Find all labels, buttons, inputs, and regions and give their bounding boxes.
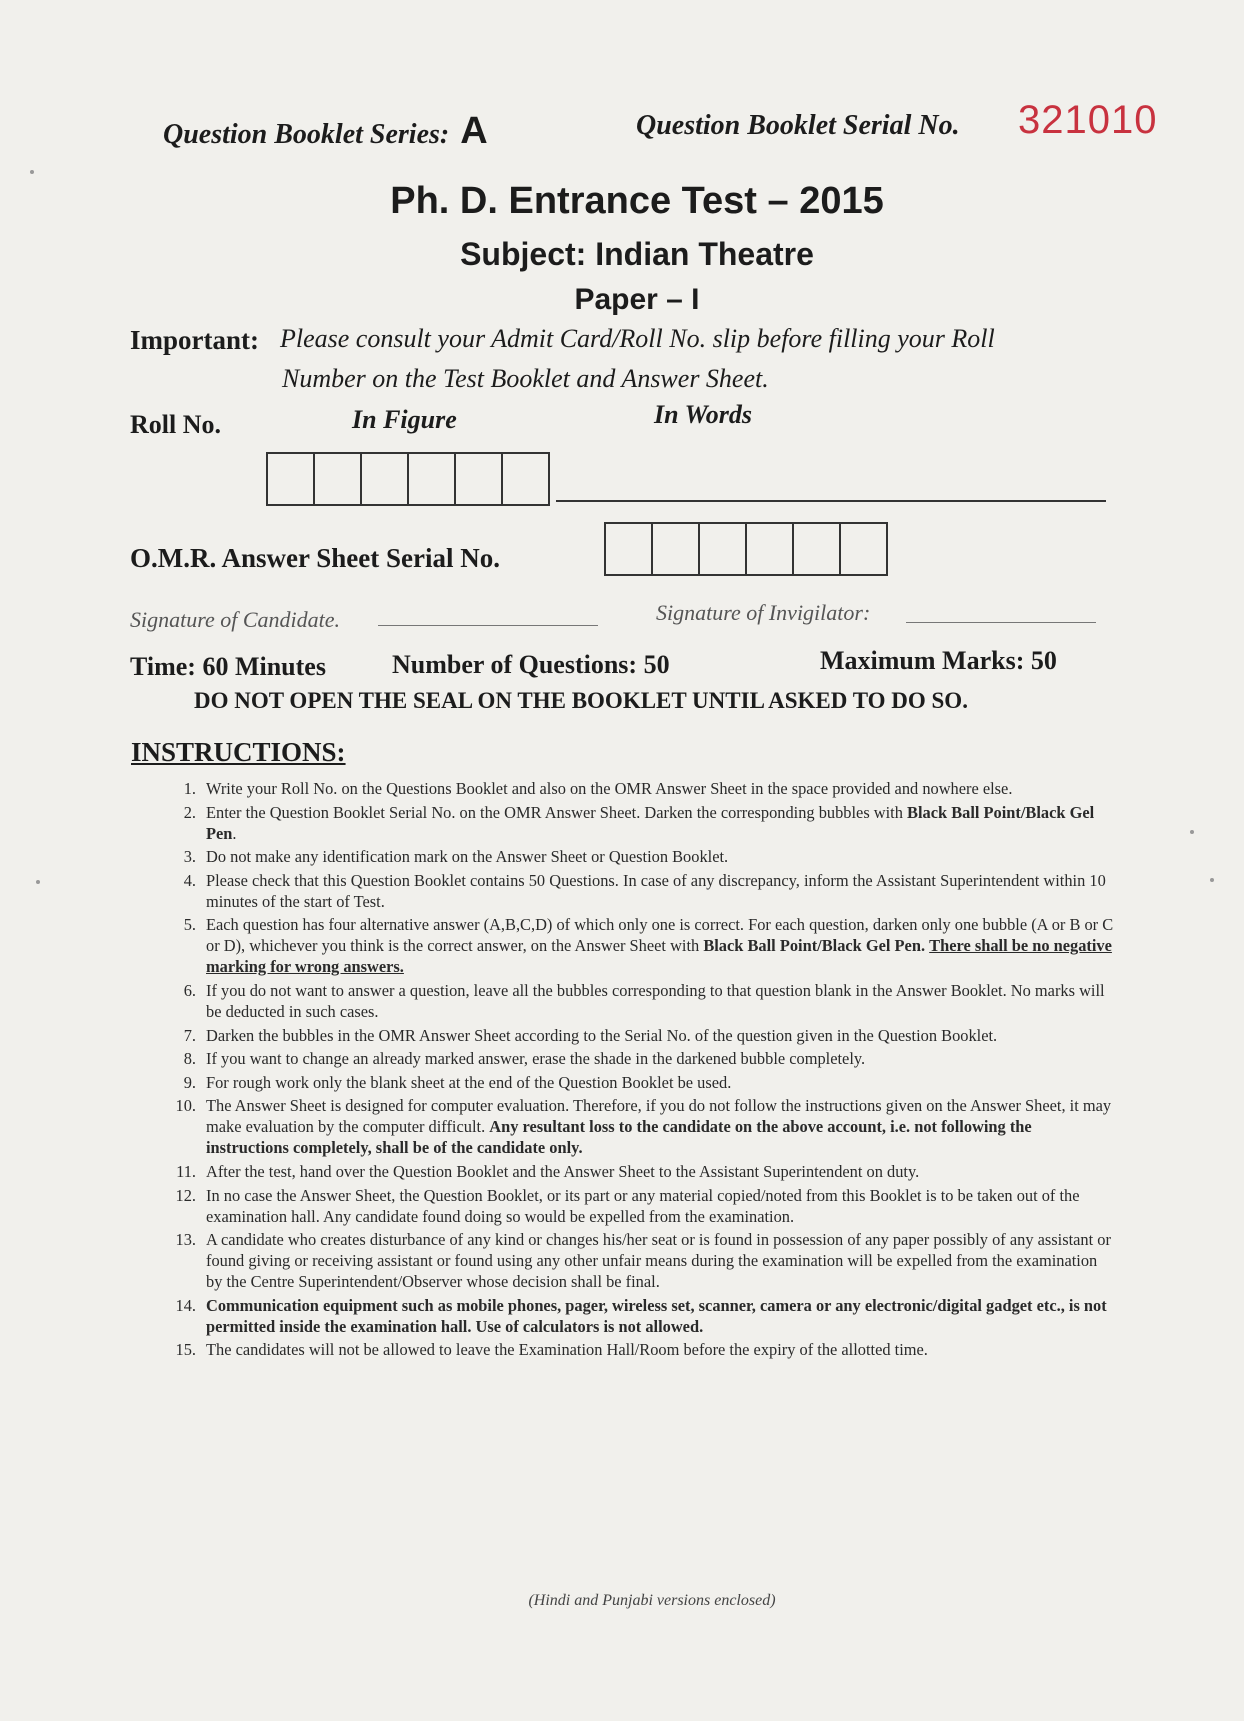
important-line-1: Please consult your Admit Card/Roll No. slip before filling your Roll <box>280 324 995 353</box>
omr-digit-box[interactable] <box>841 524 886 574</box>
omr-digit-box[interactable] <box>794 524 841 574</box>
roll-in-words-line[interactable] <box>556 500 1106 502</box>
paper-title: Paper – I <box>574 283 700 316</box>
signature-candidate-line[interactable] <box>378 625 598 626</box>
instruction-item: 11. After the test, hand over the Question Booklet and the Answer Sheet to the Assistant Superintendent on duty. <box>176 1161 920 1181</box>
in-figure-label: In Figure <box>352 405 457 434</box>
roll-digit-box[interactable] <box>503 454 548 504</box>
scan-speck <box>1210 878 1214 882</box>
exam-title: Ph. D. Entrance Test – 2015 <box>390 180 884 222</box>
instruction-item: 15. The candidates will not be allowed to leave the Examination Hall/Room before the expiry of the allotted time. <box>175 1340 928 1360</box>
instruction-item: 9. For rough work only the blank sheet at the end of the Question Booklet be used. <box>183 1072 732 1092</box>
maximum-marks: Maximum Marks: 50 <box>820 646 1057 675</box>
instruction-item: 2. Enter the Question Booklet Serial No. on the OMR Answer Sheet. Darken the corresponding bubbles with Black Ball Point/Black Gel Pen. <box>183 802 1095 843</box>
instruction-item: 1. Write your Roll No. on the Questions Booklet and also on the OMR Answer Sheet in the space provided and nowhere else. <box>183 779 1013 798</box>
in-words-label: In Words <box>654 400 753 429</box>
instructions-heading: INSTRUCTIONS: <box>131 737 346 767</box>
seal-warning: DO NOT OPEN THE SEAL ON THE BOOKLET UNTIL ASKED TO DO SO. <box>194 688 968 713</box>
roll-digit-box[interactable] <box>315 454 362 504</box>
scan-speck <box>1190 830 1194 834</box>
signature-invigilator-line[interactable] <box>906 622 1096 623</box>
instruction-item: 6. If you do not want to answer a question, leave all the bubbles corresponding to that question blank in the Answer Booklet. No marks will be deducted in such cases. <box>183 980 1105 1021</box>
roll-digit-box[interactable] <box>268 454 315 504</box>
omr-digit-box[interactable] <box>653 524 700 574</box>
booklet-serial-label: Question Booklet Serial No. <box>636 110 960 141</box>
instruction-item: 13. A candidate who creates disturbance of any kind or changes his/her seat or is found in possession of any paper possibly of any assistant or found giving or receiving assistant or found using any other unfair means during the examination will be expelled from the examination by the Centre Superintendent/Observer whose decision shall be final. <box>175 1230 1111 1292</box>
omr-serial-label: O.M.R. Answer Sheet Serial No. <box>130 543 500 573</box>
versions-note: (Hindi and Punjabi versions enclosed) <box>528 1592 776 1609</box>
roll-digit-box[interactable] <box>456 454 503 504</box>
important-label: Important: <box>130 325 259 355</box>
instruction-item: 8. If you want to change an already marked answer, erase the shade in the darkened bubble completely. <box>183 1049 866 1069</box>
signature-invigilator-label: Signature of Invigilator: <box>656 600 871 625</box>
omr-digit-box[interactable] <box>747 524 794 574</box>
instruction-item: 14. Communication equipment such as mobile phones, pager, wireless set, scanner, camera or any electronic/digital gadget etc., is not permitted inside the examination hall. Use of calculators is not allowed. <box>175 1295 1107 1336</box>
instruction-item: 3. Do not make any identification mark on the Answer Sheet or Question Booklet. <box>183 847 729 867</box>
instruction-item: 7. Darken the bubbles in the OMR Answer Sheet according to the Serial No. of the question given in the Question Booklet. <box>183 1025 998 1045</box>
instruction-item: 10. The Answer Sheet is designed for computer evaluation. Therefore, if you do not follow the instructions given on the Answer Sheet, it may make evaluation by the computer difficult. Any resultant loss to the candidate on the above account, i.e. not following the instructions completely, shall be of the candidate only. <box>175 1096 1112 1158</box>
booklet-serial-number: 321010 <box>1018 98 1158 142</box>
signature-candidate-label: Signature of Candidate. <box>130 607 341 632</box>
exam-time: Time: 60 Minutes <box>130 652 326 681</box>
number-of-questions: Number of Questions: 50 <box>392 650 670 679</box>
booklet-series <box>163 110 488 153</box>
omr-serial-boxes[interactable] <box>604 522 888 576</box>
roll-no-label: Roll No. <box>130 410 221 439</box>
important-line-2: Number on the Test Booklet and Answer Sheet. <box>282 364 769 393</box>
booklet-series-label: Question Booklet Series: <box>163 119 450 150</box>
omr-digit-box[interactable] <box>700 524 747 574</box>
roll-digit-box[interactable] <box>409 454 456 504</box>
booklet-series-value: A <box>460 110 488 152</box>
roll-digit-box[interactable] <box>362 454 409 504</box>
subject-title: Subject: Indian Theatre <box>460 236 814 272</box>
instruction-item: 12. In no case the Answer Sheet, the Question Booklet, or its part or any material copied/noted from this Booklet is to be taken out of the examination hall. Any candidate found doing so would be expelled from the examination. <box>175 1185 1080 1226</box>
instruction-item: 4. Please check that this Question Booklet contains 50 Questions. In case of any discrepancy, inform the Assistant Superintendent within 10 minutes of the start of Test. <box>183 870 1106 911</box>
instructions-list <box>166 778 1116 1363</box>
scan-speck <box>36 880 40 884</box>
scan-speck <box>30 170 34 174</box>
omr-digit-box[interactable] <box>606 524 653 574</box>
roll-number-boxes[interactable] <box>266 452 550 506</box>
instruction-item: 5. Each question has four alternative answer (A,B,C,D) of which only one is correct. For each question, darken only one bubble (A or B or C or D), whichever you think is the correct answer, on the Answer Sheet with Black Ball Point/Black Gel Pen. There shall be no negative marking for wrong answers. <box>183 915 1114 977</box>
